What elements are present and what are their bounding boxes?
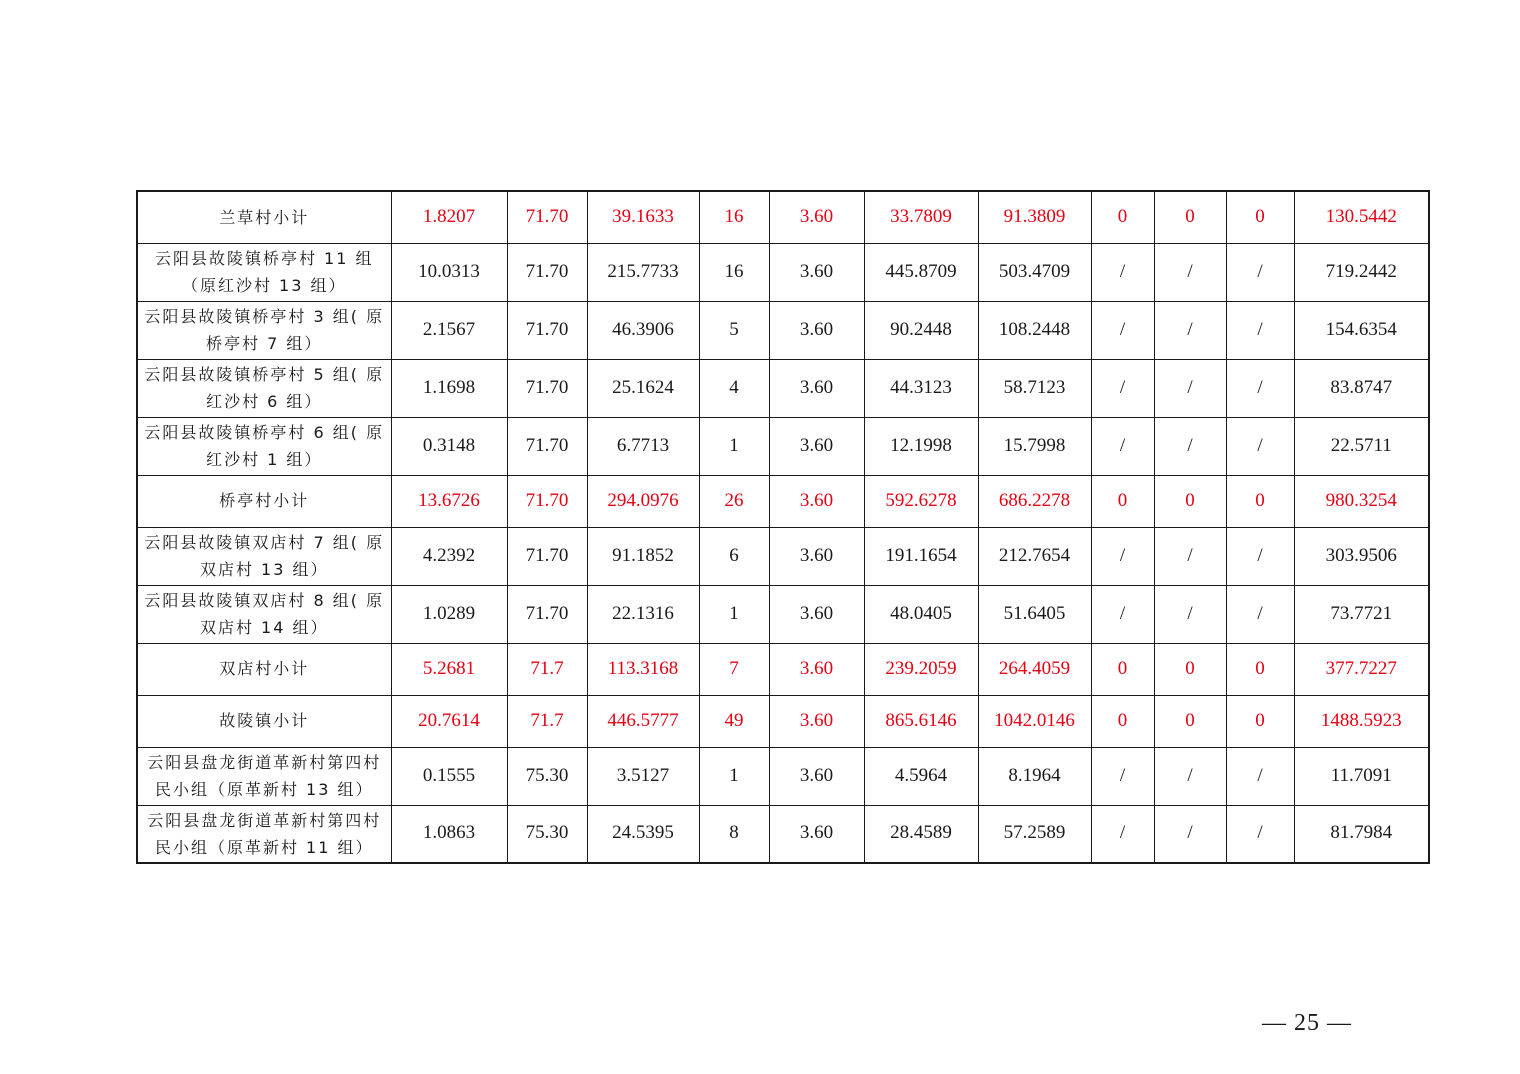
value-cell: 0 xyxy=(1154,695,1226,747)
value-cell: / xyxy=(1226,243,1294,301)
value-cell: 71.70 xyxy=(507,417,587,475)
value-cell: 377.7227 xyxy=(1294,643,1429,695)
value-cell: 71.70 xyxy=(507,585,587,643)
value-cell: 4.2392 xyxy=(391,527,507,585)
value-cell: 865.6146 xyxy=(864,695,978,747)
table-body xyxy=(137,191,1429,863)
table-row xyxy=(137,805,1429,863)
value-cell: 3.60 xyxy=(769,359,864,417)
value-cell: 51.6405 xyxy=(978,585,1091,643)
subtotal-row xyxy=(137,191,1429,243)
value-cell: 71.70 xyxy=(507,243,587,301)
value-cell: / xyxy=(1154,243,1226,301)
value-cell: 294.0976 xyxy=(587,475,699,527)
value-cell: 75.30 xyxy=(507,805,587,863)
value-cell: 3.60 xyxy=(769,475,864,527)
row-name-cell: 云阳县故陵镇双店村 8 组( 原双店村 14 组） xyxy=(137,585,391,643)
value-cell: 13.6726 xyxy=(391,475,507,527)
value-cell: / xyxy=(1091,805,1154,863)
value-cell: 0 xyxy=(1226,643,1294,695)
row-name-cell: 云阳县故陵镇桥亭村 6 组( 原红沙村 1 组） xyxy=(137,417,391,475)
value-cell: 3.60 xyxy=(769,747,864,805)
value-cell: / xyxy=(1226,527,1294,585)
value-cell: / xyxy=(1091,417,1154,475)
value-cell: 212.7654 xyxy=(978,527,1091,585)
value-cell: 0 xyxy=(1226,191,1294,243)
value-cell: 3.60 xyxy=(769,805,864,863)
value-cell: 25.1624 xyxy=(587,359,699,417)
table-row xyxy=(137,585,1429,643)
value-cell: 22.1316 xyxy=(587,585,699,643)
value-cell: 0.3148 xyxy=(391,417,507,475)
value-cell: 3.60 xyxy=(769,243,864,301)
value-cell: 0 xyxy=(1154,191,1226,243)
value-cell: 2.1567 xyxy=(391,301,507,359)
value-cell: 980.3254 xyxy=(1294,475,1429,527)
subtotal-row xyxy=(137,695,1429,747)
row-name-cell: 云阳县故陵镇双店村 7 组( 原双店村 13 组） xyxy=(137,527,391,585)
value-cell: 303.9506 xyxy=(1294,527,1429,585)
value-cell: 1.0289 xyxy=(391,585,507,643)
value-cell: 71.7 xyxy=(507,643,587,695)
row-name-cell: 兰草村小计 xyxy=(137,191,391,243)
value-cell: 0 xyxy=(1154,643,1226,695)
value-cell: 446.5777 xyxy=(587,695,699,747)
value-cell: 1.0863 xyxy=(391,805,507,863)
value-cell: 44.3123 xyxy=(864,359,978,417)
value-cell: 58.7123 xyxy=(978,359,1091,417)
value-cell: 1.1698 xyxy=(391,359,507,417)
value-cell: / xyxy=(1154,359,1226,417)
value-cell: 16 xyxy=(699,243,769,301)
value-cell: 1042.0146 xyxy=(978,695,1091,747)
page-number: — 25 — xyxy=(1262,1010,1352,1036)
row-name-cell: 故陵镇小计 xyxy=(137,695,391,747)
value-cell: 113.3168 xyxy=(587,643,699,695)
value-cell: 26 xyxy=(699,475,769,527)
value-cell: 71.70 xyxy=(507,359,587,417)
value-cell: 71.70 xyxy=(507,191,587,243)
value-cell: 3.60 xyxy=(769,417,864,475)
value-cell: / xyxy=(1091,585,1154,643)
value-cell: 71.70 xyxy=(507,527,587,585)
value-cell: 57.2589 xyxy=(978,805,1091,863)
value-cell: 3.5127 xyxy=(587,747,699,805)
value-cell: 71.7 xyxy=(507,695,587,747)
value-cell: 48.0405 xyxy=(864,585,978,643)
row-name-cell: 云阳县盘龙街道革新村第四村民小组（原革新村 13 组） xyxy=(137,747,391,805)
value-cell: / xyxy=(1154,747,1226,805)
value-cell: / xyxy=(1091,359,1154,417)
value-cell: 0 xyxy=(1091,695,1154,747)
value-cell: 6.7713 xyxy=(587,417,699,475)
value-cell: / xyxy=(1154,805,1226,863)
value-cell: 0 xyxy=(1226,695,1294,747)
value-cell: 445.8709 xyxy=(864,243,978,301)
value-cell: / xyxy=(1226,805,1294,863)
value-cell: 4 xyxy=(699,359,769,417)
value-cell: 686.2278 xyxy=(978,475,1091,527)
value-cell: 71.70 xyxy=(507,301,587,359)
table-row xyxy=(137,747,1429,805)
table-row xyxy=(137,527,1429,585)
value-cell: / xyxy=(1091,527,1154,585)
value-cell: 71.70 xyxy=(507,475,587,527)
value-cell: 16 xyxy=(699,191,769,243)
value-cell: 8 xyxy=(699,805,769,863)
value-cell: 91.3809 xyxy=(978,191,1091,243)
value-cell: 0 xyxy=(1226,475,1294,527)
value-cell: 1488.5923 xyxy=(1294,695,1429,747)
value-cell: 10.0313 xyxy=(391,243,507,301)
value-cell: 3.60 xyxy=(769,695,864,747)
value-cell: 46.3906 xyxy=(587,301,699,359)
value-cell: 6 xyxy=(699,527,769,585)
subtotal-row xyxy=(137,643,1429,695)
value-cell: / xyxy=(1226,747,1294,805)
value-cell: 73.7721 xyxy=(1294,585,1429,643)
row-name-cell: 桥亭村小计 xyxy=(137,475,391,527)
value-cell: 0 xyxy=(1091,643,1154,695)
value-cell: 130.5442 xyxy=(1294,191,1429,243)
value-cell: 0 xyxy=(1091,191,1154,243)
value-cell: 719.2442 xyxy=(1294,243,1429,301)
value-cell: 91.1852 xyxy=(587,527,699,585)
value-cell: / xyxy=(1154,301,1226,359)
row-name-cell: 云阳县故陵镇桥亭村 11 组（原红沙村 13 组） xyxy=(137,243,391,301)
value-cell: 3.60 xyxy=(769,191,864,243)
value-cell: 191.1654 xyxy=(864,527,978,585)
value-cell: 49 xyxy=(699,695,769,747)
subtotal-row xyxy=(137,475,1429,527)
value-cell: / xyxy=(1226,585,1294,643)
value-cell: 4.5964 xyxy=(864,747,978,805)
value-cell: 3.60 xyxy=(769,643,864,695)
value-cell: / xyxy=(1226,417,1294,475)
value-cell: 503.4709 xyxy=(978,243,1091,301)
value-cell: 1 xyxy=(699,585,769,643)
row-name-cell: 双店村小计 xyxy=(137,643,391,695)
value-cell: / xyxy=(1226,359,1294,417)
value-cell: 22.5711 xyxy=(1294,417,1429,475)
value-cell: 15.7998 xyxy=(978,417,1091,475)
value-cell: 83.8747 xyxy=(1294,359,1429,417)
value-cell: 28.4589 xyxy=(864,805,978,863)
value-cell: / xyxy=(1226,301,1294,359)
value-cell: 592.6278 xyxy=(864,475,978,527)
value-cell: / xyxy=(1091,301,1154,359)
value-cell: 5.2681 xyxy=(391,643,507,695)
value-cell: 1 xyxy=(699,417,769,475)
row-name-cell: 云阳县故陵镇桥亭村 5 组( 原红沙村 6 组） xyxy=(137,359,391,417)
value-cell: / xyxy=(1154,527,1226,585)
row-name-cell: 云阳县故陵镇桥亭村 3 组( 原桥亭村 7 组） xyxy=(137,301,391,359)
value-cell: 1 xyxy=(699,747,769,805)
value-cell: 0 xyxy=(1091,475,1154,527)
table-row xyxy=(137,359,1429,417)
value-cell: / xyxy=(1091,243,1154,301)
table-row xyxy=(137,301,1429,359)
value-cell: 5 xyxy=(699,301,769,359)
value-cell: 20.7614 xyxy=(391,695,507,747)
value-cell: 8.1964 xyxy=(978,747,1091,805)
value-cell: / xyxy=(1154,585,1226,643)
value-cell: 154.6354 xyxy=(1294,301,1429,359)
value-cell: 75.30 xyxy=(507,747,587,805)
value-cell: 1.8207 xyxy=(391,191,507,243)
value-cell: 39.1633 xyxy=(587,191,699,243)
value-cell: / xyxy=(1091,747,1154,805)
value-cell: 108.2448 xyxy=(978,301,1091,359)
value-cell: 0 xyxy=(1154,475,1226,527)
value-cell: 81.7984 xyxy=(1294,805,1429,863)
value-cell: 3.60 xyxy=(769,301,864,359)
value-cell: 264.4059 xyxy=(978,643,1091,695)
value-cell: 90.2448 xyxy=(864,301,978,359)
table-row xyxy=(137,417,1429,475)
value-cell: 215.7733 xyxy=(587,243,699,301)
value-cell: 239.2059 xyxy=(864,643,978,695)
value-cell: 11.7091 xyxy=(1294,747,1429,805)
table-row xyxy=(137,243,1429,301)
value-cell: 7 xyxy=(699,643,769,695)
row-name-cell: 云阳县盘龙街道革新村第四村民小组（原革新村 11 组） xyxy=(137,805,391,863)
value-cell: 33.7809 xyxy=(864,191,978,243)
value-cell: 3.60 xyxy=(769,585,864,643)
value-cell: 12.1998 xyxy=(864,417,978,475)
data-table xyxy=(136,190,1430,864)
value-cell: / xyxy=(1154,417,1226,475)
value-cell: 24.5395 xyxy=(587,805,699,863)
value-cell: 3.60 xyxy=(769,527,864,585)
value-cell: 0.1555 xyxy=(391,747,507,805)
